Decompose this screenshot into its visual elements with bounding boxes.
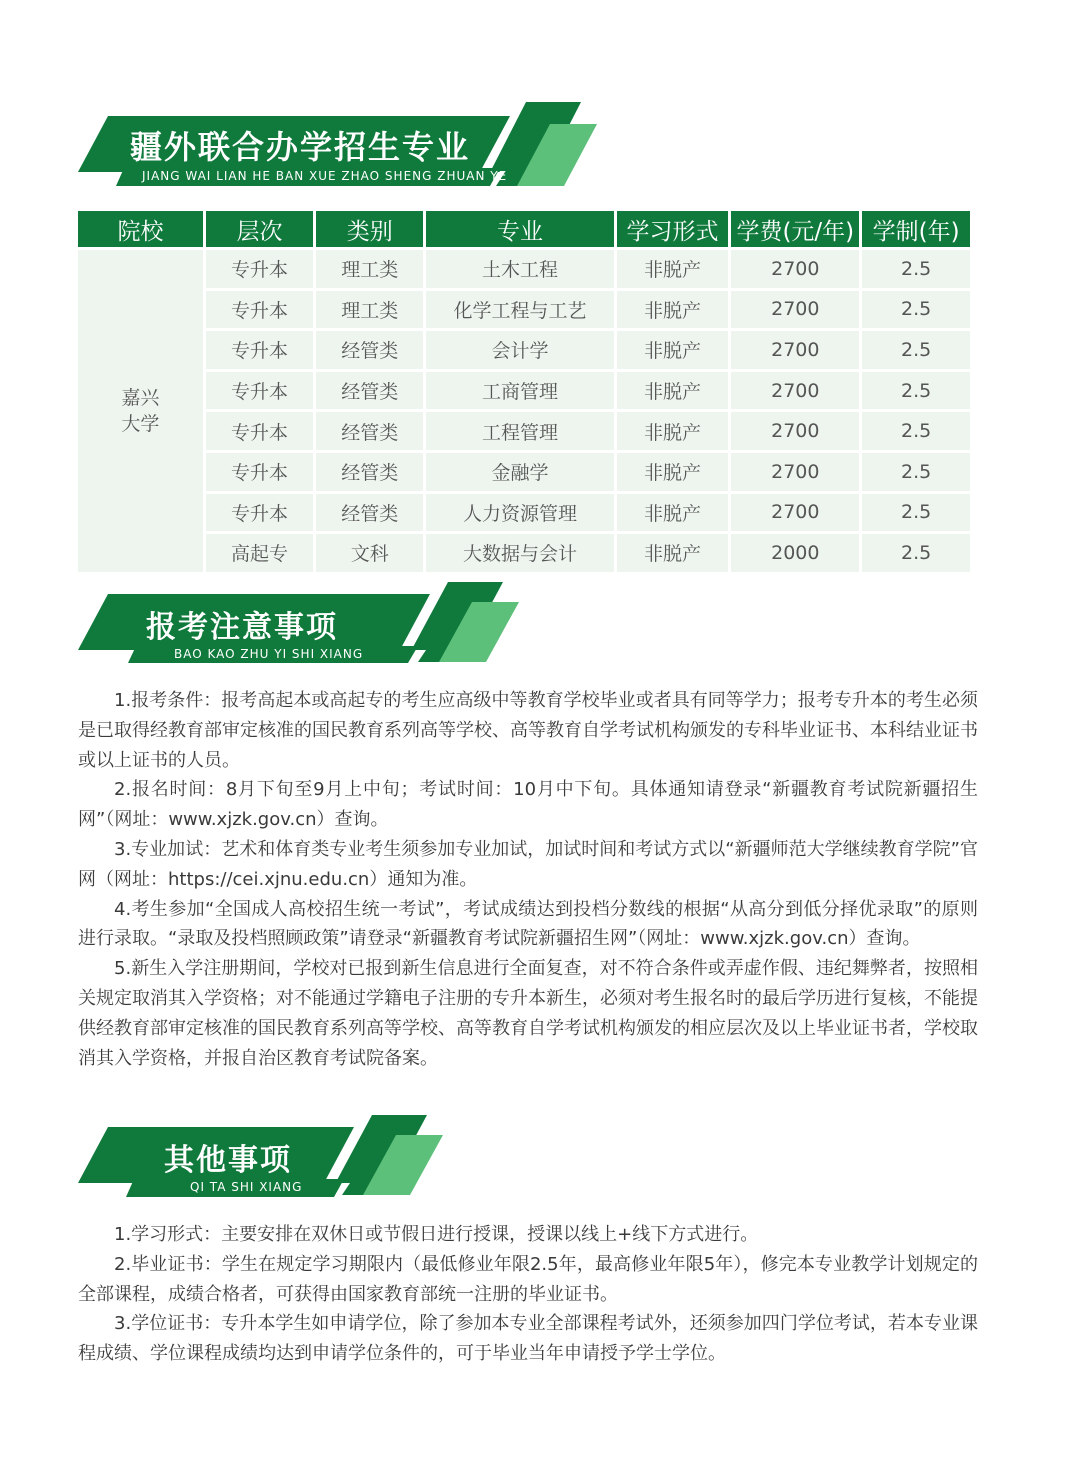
header-duration: 学制(年) xyxy=(862,211,970,247)
cell-major: 工程管理 xyxy=(426,412,613,450)
cell-major: 人力资源管理 xyxy=(426,494,613,532)
other-item: 3.学位证书：专升本学生如申请学位，除了参加本专业全部课程考试外，还须参加四门学位考试，若本专业课程成绩、学位课程成绩均达到申请学位条件的，可于毕业当年申请授予学士学位。 xyxy=(78,1313,978,1365)
note-item: 5.新生入学注册期间，学校对已报到新生信息进行全面复查，对不符合条件或弄虚作假、违纪舞弊者，按照相关规定取消其入学资格；对不能通过学籍电子注册的专升本新生，必须对考生报名时的最后学历进行复核，不能提供经教育部审定核准的国民教育系列高等学校、高等教育自学考试机构颁发的相应层次及以上毕业证书者，学校取消其入学资格，并报自治区教育考试院备案。 xyxy=(78,958,978,1069)
cell-level: 专升本 xyxy=(206,250,313,288)
cell-tuition: 2700 xyxy=(731,412,859,450)
cell-major: 化学工程与工艺 xyxy=(426,291,613,329)
section-banner-majors xyxy=(78,102,598,190)
cell-level: 高起专 xyxy=(206,534,313,572)
cell-major: 工商管理 xyxy=(426,372,613,410)
cell-category: 理工类 xyxy=(316,291,423,329)
cell-category: 经管类 xyxy=(316,494,423,532)
cell-tuition: 2700 xyxy=(731,291,859,329)
other-item: 1.学习形式：主要安排在双休日或节假日进行授课，授课以线上+线下方式进行。 xyxy=(114,1224,759,1245)
cell-study-mode: 非脱产 xyxy=(617,372,729,410)
cell-level: 专升本 xyxy=(206,291,313,329)
table-row xyxy=(78,291,970,329)
cell-level: 专升本 xyxy=(206,372,313,410)
cell-duration: 2.5 xyxy=(862,372,970,410)
cell-duration: 2.5 xyxy=(862,291,970,329)
note-item: 4.考生参加“全国成人高校招生统一考试”，考试成绩达到投档分数线的根据“从高分到低分择优录取”的原则进行录取。“录取及投档照顾政策”请登录“新疆教育考试院新疆招生网”（网址：www.xjzk.gov.cn）查询。 xyxy=(78,898,978,950)
table-header-row xyxy=(78,211,970,247)
cell-major: 会计学 xyxy=(426,331,613,369)
cell-study-mode: 非脱产 xyxy=(617,494,729,532)
cell-category: 经管类 xyxy=(316,453,423,491)
cell-category: 经管类 xyxy=(316,372,423,410)
cell-tuition: 2700 xyxy=(731,453,859,491)
table-row xyxy=(78,412,970,450)
cell-study-mode: 非脱产 xyxy=(617,534,729,572)
cell-duration: 2.5 xyxy=(862,453,970,491)
cell-study-mode: 非脱产 xyxy=(617,412,729,450)
section-banner-others xyxy=(78,1115,444,1199)
others-text xyxy=(78,1220,978,1369)
school-name: 嘉兴 大学 xyxy=(121,386,160,435)
header-tuition: 学费(元/年) xyxy=(731,211,859,247)
cell-tuition: 2700 xyxy=(731,331,859,369)
table-row xyxy=(78,494,970,532)
cell-major: 大数据与会计 xyxy=(426,534,613,572)
note-item: 3.专业加试：艺术和体育类专业考生须参加专业加试，加试时间和考试方式以“新疆师范大学继续教育学院”官网（网址：https://cei.xjnu.edu.cn）通知为准。 xyxy=(78,838,978,890)
cell-category: 理工类 xyxy=(316,250,423,288)
cell-major: 金融学 xyxy=(426,453,613,491)
cell-level: 专升本 xyxy=(206,412,313,450)
cell-category: 经管类 xyxy=(316,412,423,450)
header-study-mode: 学习形式 xyxy=(617,211,729,247)
cell-study-mode: 非脱产 xyxy=(617,453,729,491)
cell-level: 专升本 xyxy=(206,453,313,491)
cell-tuition: 2000 xyxy=(731,534,859,572)
cell-tuition: 2700 xyxy=(731,494,859,532)
table-row xyxy=(78,453,970,491)
header-major: 专业 xyxy=(426,211,613,247)
cell-tuition: 2700 xyxy=(731,250,859,288)
section-subtitle: BAO KAO ZHU YI SHI XIANG xyxy=(174,647,364,661)
table-row xyxy=(78,331,970,369)
cell-category: 文科 xyxy=(316,534,423,572)
cell-study-mode: 非脱产 xyxy=(617,250,729,288)
section-subtitle: QI TA SHI XIANG xyxy=(190,1180,303,1194)
header-category: 类别 xyxy=(316,211,423,247)
header-school: 院校 xyxy=(78,211,203,247)
cell-category: 经管类 xyxy=(316,331,423,369)
cell-duration: 2.5 xyxy=(862,412,970,450)
cell-duration: 2.5 xyxy=(862,494,970,532)
cell-major: 土木工程 xyxy=(426,250,613,288)
cell-study-mode: 非脱产 xyxy=(617,291,729,329)
section-title: 其他事项 xyxy=(164,1143,292,1178)
cell-duration: 2.5 xyxy=(862,331,970,369)
table-row xyxy=(78,250,970,288)
cell-duration: 2.5 xyxy=(862,534,970,572)
note-item: 2.报名时间：8月下旬至9月上中旬；考试时间：10月中下旬。具体通知请登录“新疆教育考试院新疆招生网”（网址：www.xjzk.gov.cn）查询。 xyxy=(78,779,978,831)
note-item: 1.报考条件：报考高起本或高起专的考生应高级中等教育学校毕业或者具有同等学力；报考专升本的考生必须是已取得经教育部审定核准的国民教育系列高等学校、高等教育自学考试机构颁发的专科毕业证书、本科结业证书或以上证书的人员。 xyxy=(78,690,978,771)
section-subtitle: JIANG WAI LIAN HE BAN XUE ZHAO SHENG ZHUAN YE xyxy=(142,169,508,183)
table-row xyxy=(78,372,970,410)
table-row xyxy=(78,534,970,572)
cell-level: 专升本 xyxy=(206,494,313,532)
school-cell xyxy=(78,250,203,572)
cell-duration: 2.5 xyxy=(862,250,970,288)
section-title: 疆外联合办学招生专业 xyxy=(130,128,471,166)
cell-tuition: 2700 xyxy=(731,372,859,410)
notes-text xyxy=(78,686,978,1073)
header-level: 层次 xyxy=(206,211,313,247)
cell-study-mode: 非脱产 xyxy=(617,331,729,369)
other-item: 2.毕业证书：学生在规定学习期限内（最低修业年限2.5年，最高修业年限5年），修完本专业教学计划规定的全部课程，成绩合格者，可获得由国家教育部统一注册的毕业证书。 xyxy=(78,1253,978,1305)
cell-level: 专升本 xyxy=(206,331,313,369)
section-title: 报考注意事项 xyxy=(146,610,338,645)
majors-table xyxy=(75,208,973,575)
section-banner-notes xyxy=(78,582,520,666)
